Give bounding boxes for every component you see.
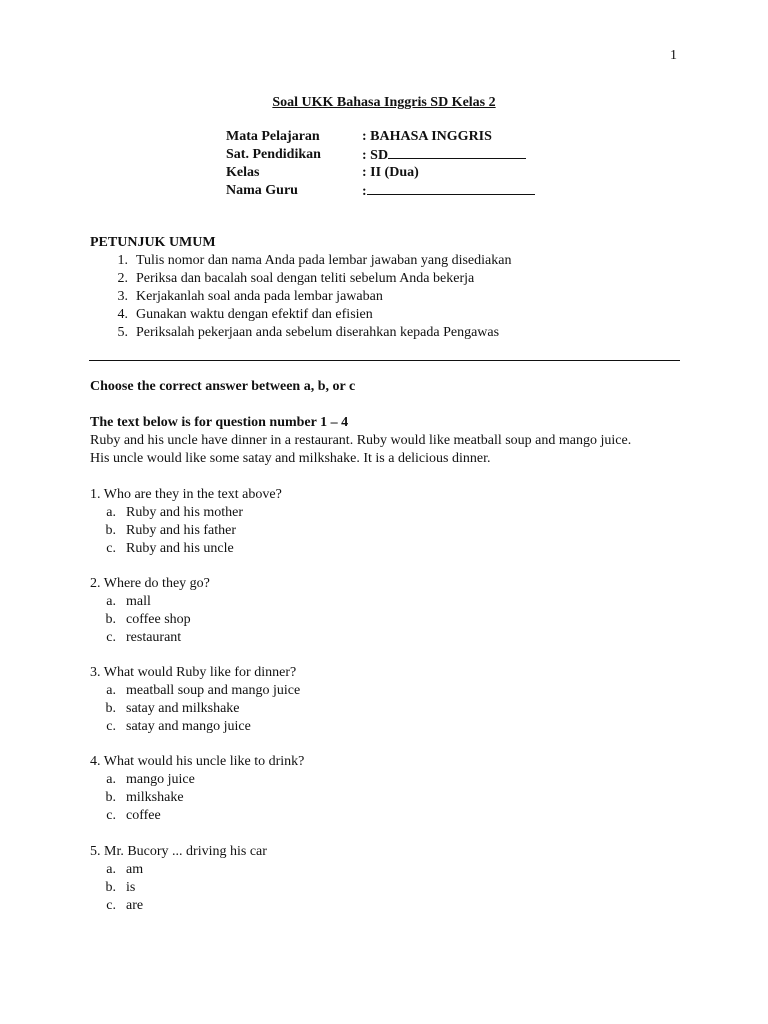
option-letter: b. — [105, 523, 116, 538]
answer-option — [90, 682, 300, 700]
instructions-heading: PETUNJUK UMUM — [90, 235, 216, 250]
list-item — [90, 270, 511, 288]
passage-line: His uncle would like some satay and milkshake. It is a delicious dinner. — [90, 451, 491, 466]
option-letter: b. — [105, 790, 116, 805]
answer-option — [90, 718, 300, 736]
list-item-text: Tulis nomor dan nama Anda pada lembar jawaban yang disediakan — [136, 253, 512, 268]
info-label: Sat. Pendidikan — [226, 147, 321, 162]
option-text: satay and milkshake — [126, 701, 240, 716]
option-letter: a. — [106, 505, 116, 520]
option-text: are — [126, 898, 144, 913]
answer-option — [90, 522, 282, 540]
question-4 — [90, 753, 304, 825]
list-item-number: 4. — [117, 307, 128, 322]
option-letter: c. — [106, 808, 116, 823]
option-text: coffee shop — [126, 612, 191, 627]
list-item-number: 2. — [117, 271, 128, 286]
answer-options — [90, 861, 267, 915]
info-value-wrap — [362, 145, 526, 165]
info-label: Nama Guru — [226, 183, 298, 198]
list-item-number: 3. — [117, 289, 128, 304]
option-letter: b. — [105, 701, 116, 716]
section-divider — [89, 360, 680, 361]
fill-in-blank-line — [388, 145, 526, 159]
passage-line: Ruby and his uncle have dinner in a restaurant. Ruby would like meatball soup and mango juice. — [90, 433, 632, 448]
info-value: : BAHASA INGGRIS — [362, 129, 492, 144]
option-letter: a. — [106, 772, 116, 787]
option-text: am — [126, 862, 144, 877]
info-value: : — [362, 184, 367, 199]
option-text: Ruby and his father — [126, 523, 237, 538]
option-letter: c. — [106, 719, 116, 734]
option-letter: b. — [105, 880, 116, 895]
answer-option — [90, 629, 210, 647]
answer-instruction: Choose the correct answer between a, b, or c — [90, 379, 356, 394]
list-item-text: Kerjakanlah soal anda pada lembar jawaban — [136, 289, 383, 304]
answer-option — [90, 700, 300, 718]
general-instructions — [90, 234, 511, 342]
info-row-kelas — [226, 164, 535, 182]
question-stem: 3. What would Ruby like for dinner? — [90, 665, 297, 680]
answer-option — [90, 593, 210, 611]
option-text: restaurant — [126, 630, 182, 645]
list-item-text: Gunakan waktu dengan efektif dan efisien — [136, 307, 373, 322]
question-3 — [90, 664, 300, 736]
question-stem: 4. What would his uncle like to drink? — [90, 754, 305, 769]
exam-info-table — [226, 128, 535, 200]
page-title: Soal UKK Bahasa Inggris SD Kelas 2 — [272, 95, 496, 110]
answer-options — [90, 682, 300, 736]
info-row-mata-pelajaran — [226, 128, 535, 146]
info-label: Kelas — [226, 165, 260, 180]
answer-option — [90, 611, 210, 629]
info-value: : SD — [362, 148, 389, 163]
option-letter: b. — [105, 612, 116, 627]
list-item-number: 1. — [117, 253, 128, 268]
answer-option — [90, 540, 282, 558]
answer-option — [90, 897, 267, 915]
info-row-nama-guru — [226, 182, 535, 200]
option-text: is — [126, 880, 136, 895]
question-stem: 5. Mr. Bucory ... driving his car — [90, 844, 267, 859]
option-letter: a. — [106, 862, 116, 877]
info-value-wrap — [362, 181, 535, 201]
answer-options — [90, 593, 210, 647]
reading-passage — [90, 432, 690, 468]
list-item — [90, 306, 511, 324]
list-item — [90, 288, 511, 306]
option-text: satay and mango juice — [126, 719, 251, 734]
answer-options — [90, 504, 282, 558]
instructions-list — [90, 252, 511, 342]
option-letter: c. — [106, 630, 116, 645]
option-text: Ruby and his mother — [126, 505, 244, 520]
reading-text-heading: The text below is for question number 1 – 4 — [90, 415, 349, 430]
question-2 — [90, 575, 210, 647]
answer-option — [90, 504, 282, 522]
option-text: mall — [126, 594, 151, 609]
option-letter: c. — [106, 898, 116, 913]
question-5 — [90, 843, 267, 915]
question-1 — [90, 486, 282, 558]
list-item-number: 5. — [117, 325, 128, 340]
option-letter: a. — [106, 683, 116, 698]
option-letter: c. — [106, 541, 116, 556]
answer-options — [90, 771, 304, 825]
list-item-text: Periksalah pekerjaan anda sebelum diserahkan kepada Pengawas — [136, 325, 500, 340]
list-item — [90, 324, 511, 342]
option-letter: a. — [106, 594, 116, 609]
option-text: Ruby and his uncle — [126, 541, 234, 556]
answer-option — [90, 771, 304, 789]
list-item-text: Periksa dan bacalah soal dengan teliti sebelum Anda bekerja — [136, 271, 475, 286]
question-stem: 2. Where do they go? — [90, 576, 210, 591]
option-text: milkshake — [126, 790, 184, 805]
info-row-sat-pendidikan — [226, 146, 535, 164]
answer-option — [90, 807, 304, 825]
answer-option — [90, 879, 267, 897]
list-item — [90, 252, 511, 270]
info-label: Mata Pelajaran — [226, 129, 320, 144]
option-text: meatball soup and mango juice — [126, 683, 301, 698]
question-stem: 1. Who are they in the text above? — [90, 487, 282, 502]
answer-option — [90, 789, 304, 807]
fill-in-blank-line — [367, 181, 535, 195]
answer-option — [90, 861, 267, 879]
page-number: 1 — [670, 48, 677, 63]
option-text: coffee — [126, 808, 161, 823]
option-text: mango juice — [126, 772, 195, 787]
info-value: : II (Dua) — [362, 165, 419, 180]
